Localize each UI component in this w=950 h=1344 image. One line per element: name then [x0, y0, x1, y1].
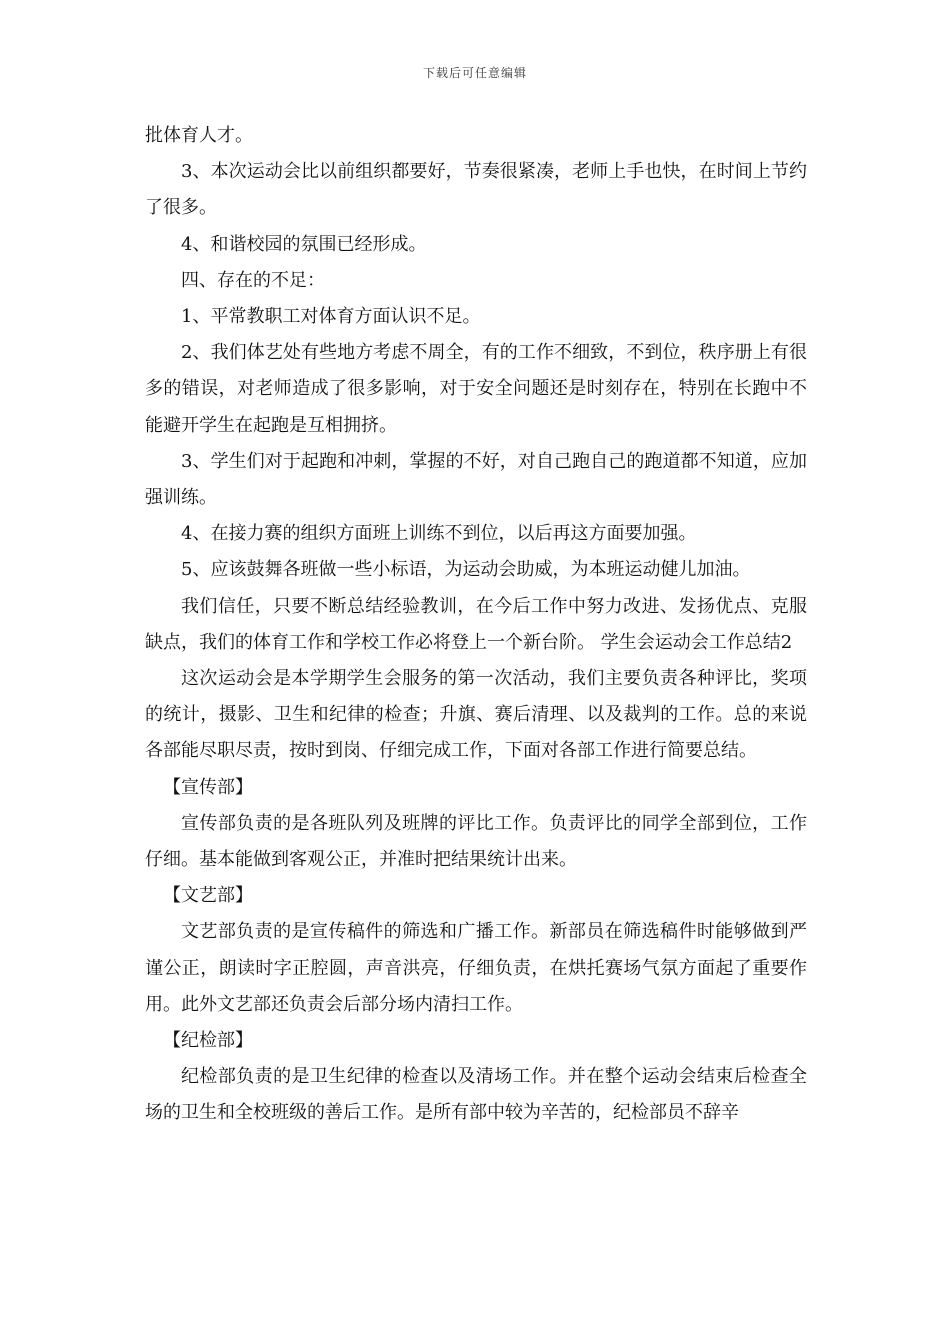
paragraph-summary-intro: 这次运动会是本学期学生会服务的第一次活动，我们主要负责各种评比，奖项的统计，摄影、卫生和纪律的检查；升旗、赛后清理、以及裁判的工作。总的来说各部能尽职尽责，按时到岗、仔细完成工作，下面对各部工作进行简要总结。 — [145, 668, 807, 762]
heading-discipline-dept: 【纪检部】 — [163, 1030, 253, 1052]
paragraph-discipline-dept: 纪检部负责的是卫生纪律的检查以及清场工作。并在整个运动会结束后检查全场的卫生和全校班级的善后工作。是所有部中较为辛苦的，纪检部员不辞辛 — [145, 1066, 807, 1124]
section-heading-shortcomings: 四、存在的不足： — [181, 269, 325, 291]
heading-arts-dept: 【文艺部】 — [163, 885, 253, 907]
paragraph-conclusion: 我们信任，只要不断总结经验教训，在今后工作中努力改进、发扬优点、克服缺点，我们的体育工作和学校工作必将登上一个新台阶。 学生会运动会工作总结2 — [145, 595, 807, 653]
paragraph-shortcoming-4: 4、在接力赛的组织方面班上训练不到位，以后再这方面要加强。 — [181, 523, 697, 545]
paragraph-shortcoming-3: 3、学生们对于起跑和冲刺，掌握的不好，对自己跑自己的跑道都不知道，应加强训练。 — [145, 450, 807, 509]
paragraph-item-3: 3、本次运动会比以前组织都要好，节奏很紧凑，老师上手也快，在时间上节约了很多。 — [145, 161, 807, 219]
paragraph-shortcoming-2: 2、我们体艺处有些地方考虑不周全，有的工作不细致，不到位，秩序册上有很多的错误，对老师造成了很多影响，对于安全问题还是时刻存在，特别在长跑中不能避开学生在起跑是互相拥挤。 — [145, 342, 807, 436]
paragraph-arts-dept: 文艺部负责的是宣传稿件的筛选和广播工作。新部员在筛选稿件时能够做到严谨公正，朗读时字正腔圆，声音洪亮，仔细负责，在烘托赛场气氛方面起了重要作用。此外文艺部还负责会后部分场内清扫工作。 — [145, 921, 807, 1015]
page-header: 下载后可任意编辑 — [422, 66, 527, 80]
paragraph-shortcoming-1: 1、平常教职工对体育方面认识不足。 — [181, 306, 481, 328]
heading-publicity-dept: 【宣传部】 — [163, 776, 253, 798]
paragraph-item-4: 4、和谐校园的氛围已经形成。 — [181, 233, 427, 255]
paragraph-continuation: 批体育人才。 — [145, 125, 253, 146]
document-body — [145, 118, 807, 1132]
paragraph-shortcoming-5: 5、应该鼓舞各班做一些小标语，为运动会助威，为本班运动健儿加油。 — [181, 559, 751, 581]
paragraph-publicity-dept: 宣传部负责的是各班队列及班牌的评比工作。负责评比的同学全部到位，工作仔细。基本能做到客观公正，并准时把结果统计出来。 — [145, 812, 807, 871]
